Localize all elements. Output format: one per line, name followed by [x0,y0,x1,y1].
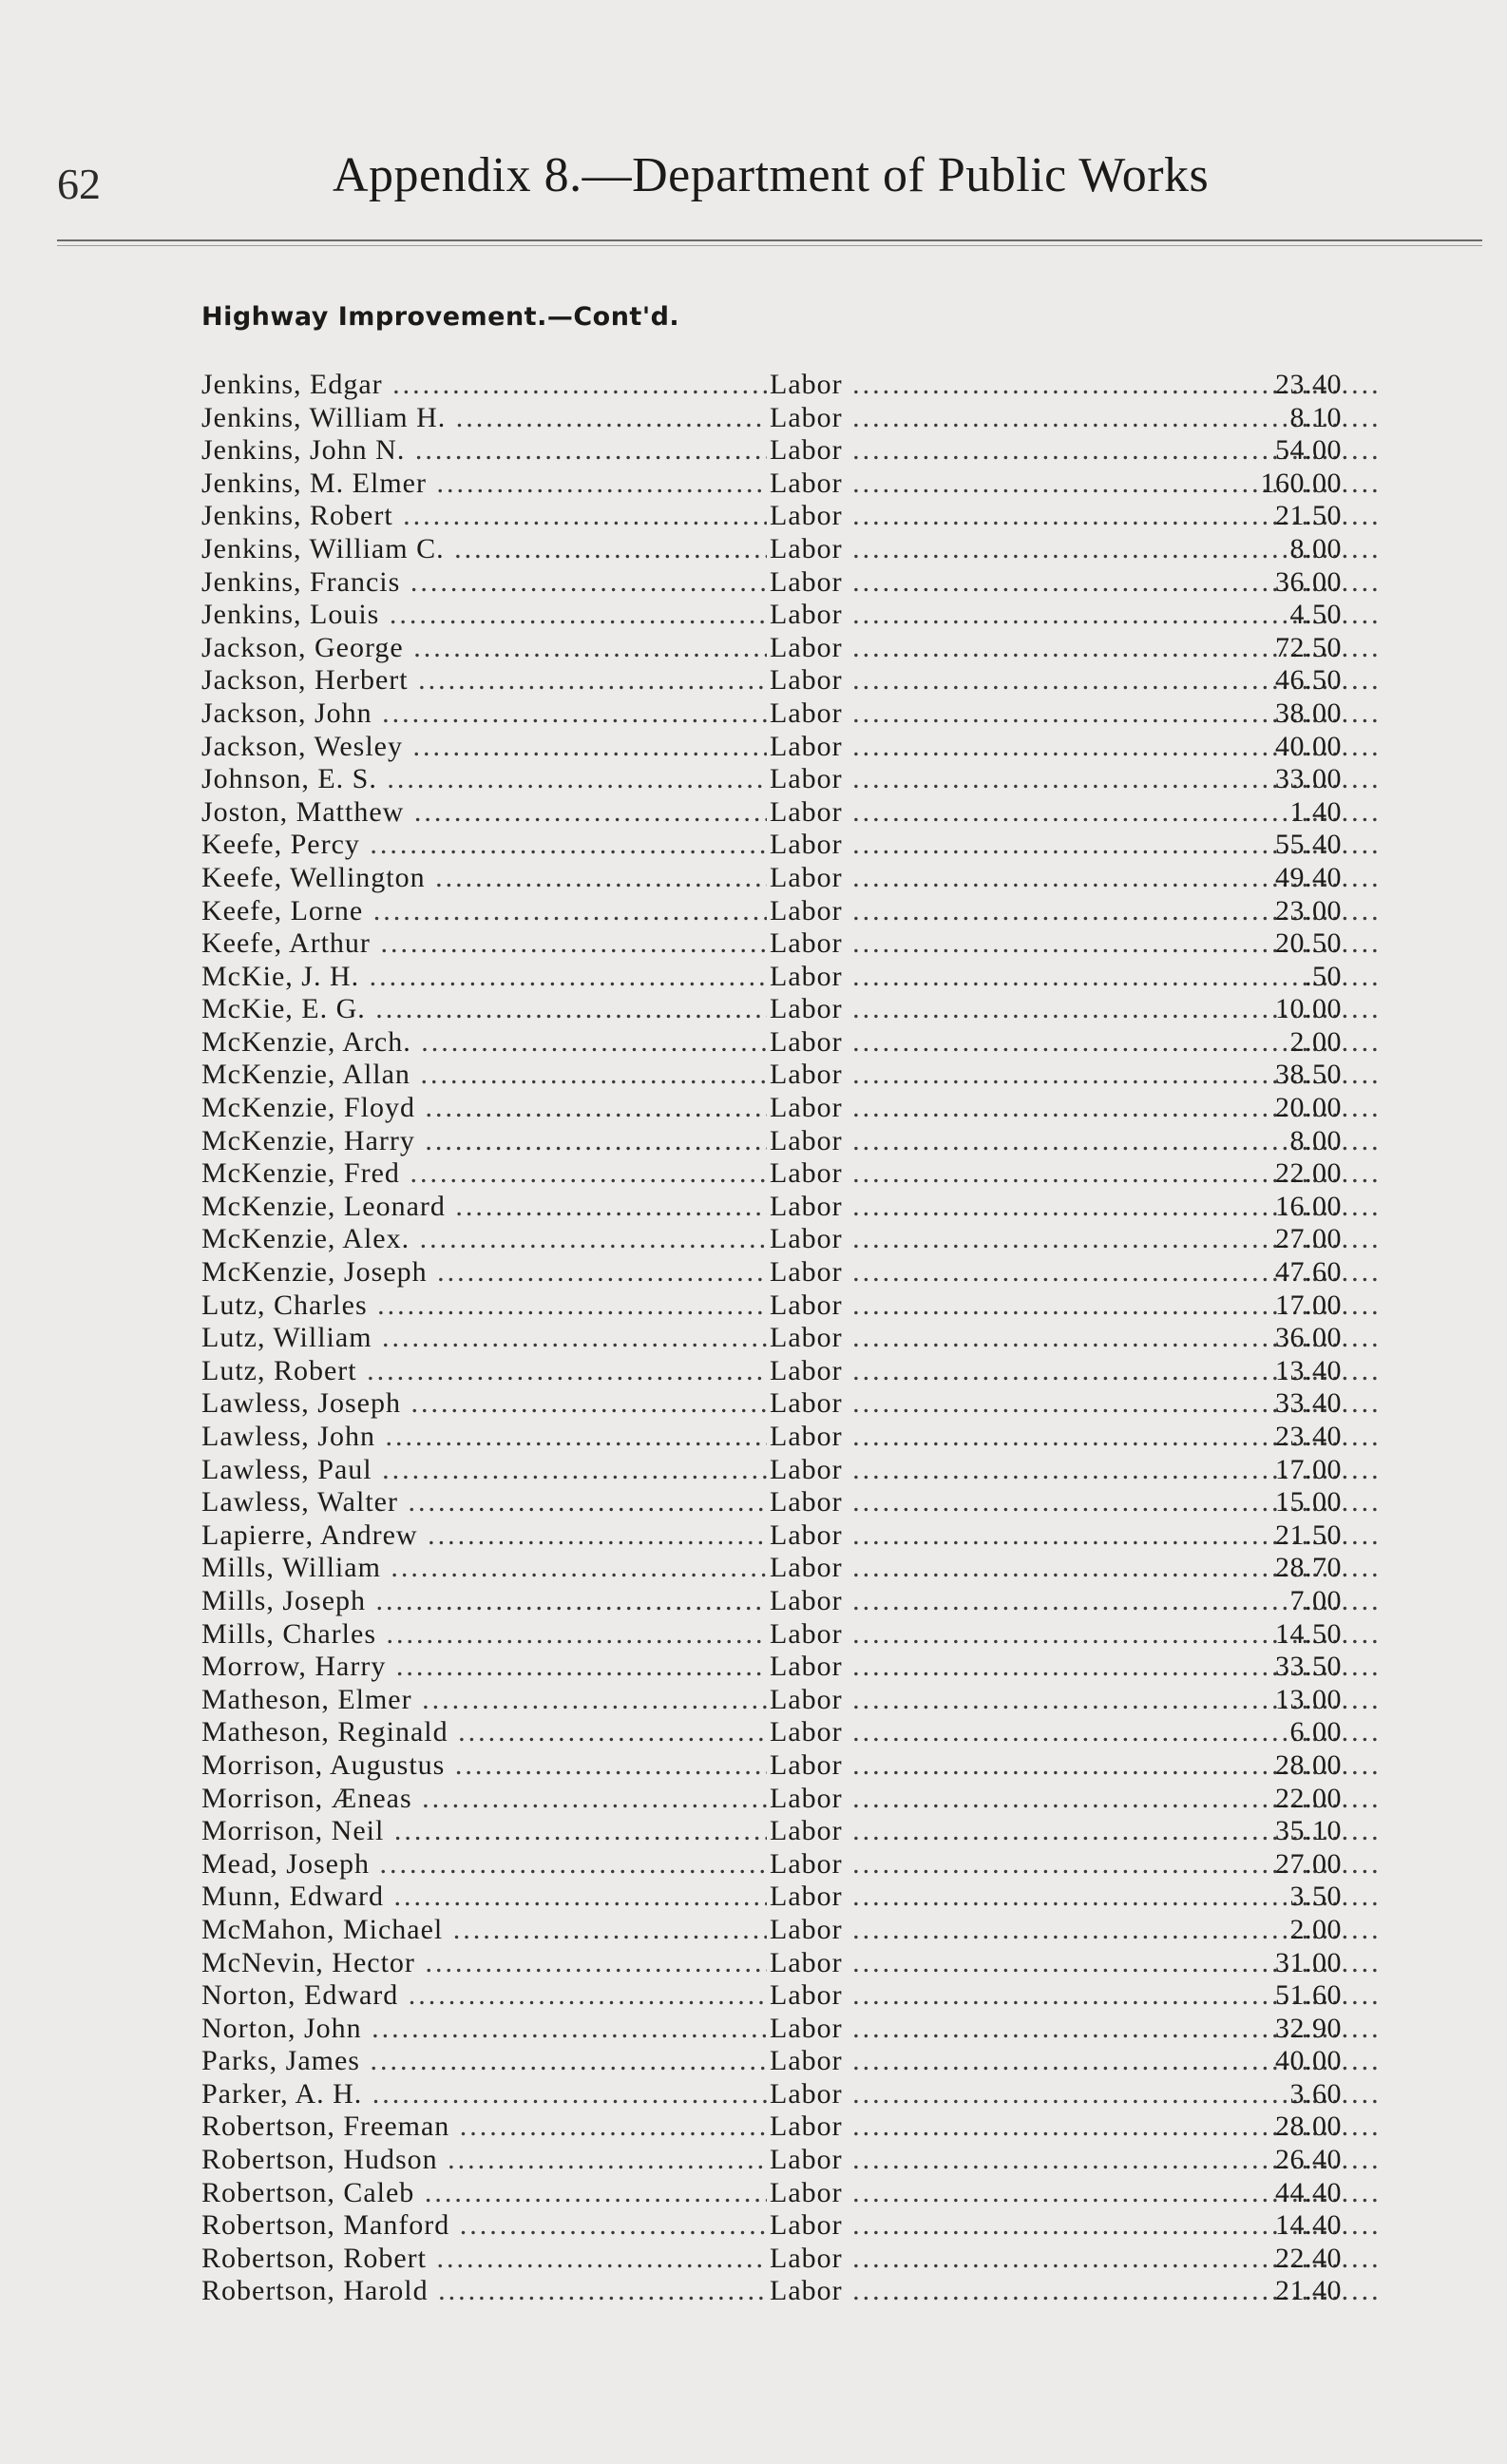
payee-occupation: Labor ..... [770,1125,1383,1158]
payee-name: McKenzie, Allan ..... [201,1059,767,1092]
payee-name: Jenkins, Louis ..... [201,599,767,632]
payment-amount: 3.50 [1289,1881,1342,1913]
list-item [201,763,1342,796]
payee-name: Mills, Charles ..... [201,1618,767,1652]
payee-name: Jenkins, Francis ..... [201,566,767,600]
list-item [201,632,1342,665]
payee-occupation: Labor ..... [770,2275,1383,2308]
list-item [201,1223,1342,1256]
list-item [201,862,1342,895]
payee-occupation: Labor ..... [770,1289,1383,1323]
payee-occupation: Labor ..... [770,1815,1383,1848]
list-item [201,664,1342,697]
payment-amount: 46.50 [1275,664,1342,697]
payee-occupation: Labor ..... [770,2111,1383,2144]
list-item [201,829,1342,862]
list-item [201,1519,1342,1553]
payment-amount: 55.40 [1275,829,1342,861]
payee-name: Norton, Edward ..... [201,1979,767,2013]
payee-occupation: Labor ..... [770,2013,1383,2046]
payment-amount: 21.50 [1275,1519,1342,1551]
list-item [201,2209,1342,2243]
payment-amount: 2.00 [1289,1913,1342,1945]
payee-name: Mills, Joseph ..... [201,1585,767,1618]
payment-amount: 28.70 [1275,1552,1342,1584]
header-rule-thin [57,245,1482,246]
payee-name: Lutz, Robert ..... [201,1355,767,1388]
payment-amount: 21.50 [1275,500,1342,532]
payee-occupation: Labor ..... [770,1585,1383,1618]
payee-occupation: Labor ..... [770,1454,1383,1487]
list-item [201,1651,1342,1684]
page-header [57,147,1406,214]
payment-amount: 15.00 [1275,1486,1342,1519]
payee-name: Robertson, Hudson ..... [201,2144,767,2177]
payment-amount: 33.40 [1275,1387,1342,1420]
payee-occupation: Labor ..... [770,533,1383,566]
list-item [201,1585,1342,1618]
payee-occupation: Labor ..... [770,402,1383,435]
list-item [201,468,1342,501]
payee-occupation: Labor ..... [770,2209,1383,2243]
list-item [201,500,1342,533]
payee-name: Morrow, Harry ..... [201,1651,767,1684]
payment-amount: 17.00 [1275,1289,1342,1321]
payee-name: Robertson, Robert ..... [201,2243,767,2276]
payee-name: Mead, Joseph ..... [201,1848,767,1881]
payee-name: Jackson, George ..... [201,632,767,665]
payee-name: Lutz, Charles ..... [201,1289,767,1323]
payee-name: McKie, J. H. ..... [201,961,767,994]
header-rule [57,239,1482,241]
payment-amount: 33.00 [1275,763,1342,795]
payee-name: Keefe, Arthur ..... [201,927,767,961]
payee-occupation: Labor ..... [770,1256,1383,1289]
payee-name: Keefe, Percy ..... [201,829,767,862]
list-item [201,402,1342,435]
payment-amount: 36.00 [1275,1322,1342,1354]
payment-amount: 6.00 [1289,1716,1342,1748]
list-item [201,1947,1342,1980]
list-item [201,2177,1342,2210]
payee-occupation: Labor ..... [770,993,1383,1026]
payee-name: McKenzie, Harry ..... [201,1125,767,1158]
list-item [201,1125,1342,1158]
payee-occupation: Labor ..... [770,961,1383,994]
list-item [201,927,1342,961]
payee-occupation: Labor ..... [770,1716,1383,1749]
payee-name: McNevin, Hector ..... [201,1947,767,1980]
list-item [201,1486,1342,1519]
payee-name: Morrison, Neil ..... [201,1815,767,1848]
payee-occupation: Labor ..... [770,862,1383,895]
list-item [201,1914,1342,1947]
payee-occupation: Labor ..... [770,566,1383,600]
payee-name: Jackson, Wesley ..... [201,731,767,764]
list-item [201,1157,1342,1191]
payee-name: Lawless, Paul ..... [201,1454,767,1487]
payee-name: Jenkins, Robert ..... [201,500,767,533]
payee-name: McMahon, Michael ..... [201,1914,767,1947]
page-title: Appendix 8.—Department of Public Works [333,148,1210,202]
list-item [201,697,1342,731]
payment-amount: 40.00 [1275,730,1342,762]
payee-occupation: Labor ..... [770,1881,1383,1914]
payee-occupation: Labor ..... [770,2045,1383,2078]
payee-occupation: Labor ..... [770,1026,1383,1060]
payee-name: McKenzie, Joseph ..... [201,1256,767,1289]
list-item [201,1684,1342,1717]
list-item [201,2111,1342,2144]
payee-occupation: Labor ..... [770,1979,1383,2013]
payment-amount: 17.00 [1275,1453,1342,1485]
payee-name: Lapierre, Andrew ..... [201,1519,767,1553]
list-item [201,731,1342,764]
payment-amount: 35.10 [1275,1815,1342,1847]
list-item [201,1454,1342,1487]
payee-occupation: Labor ..... [770,2144,1383,2177]
payment-amount: 72.50 [1275,631,1342,663]
payment-amount: 36.00 [1275,565,1342,598]
list-item [201,1716,1342,1749]
payment-amount: 23.00 [1275,894,1342,926]
list-item [201,1979,1342,2013]
payee-name: Morrison, Augustus ..... [201,1749,767,1783]
payee-name: Parker, A. H. ..... [201,2078,767,2111]
payee-occupation: Labor ..... [770,1519,1383,1553]
payment-amount: 27.00 [1275,1223,1342,1255]
payment-amount: 38.50 [1275,1059,1342,1091]
payment-amount: 14.50 [1275,1617,1342,1650]
payee-name: Lawless, John ..... [201,1421,767,1454]
payee-occupation: Labor ..... [770,1848,1383,1881]
payment-amount: 33.50 [1275,1651,1342,1683]
payment-list [201,369,1342,2308]
page-number: 62 [57,160,101,208]
list-item [201,1026,1342,1060]
payment-amount: 22.00 [1275,1782,1342,1814]
payee-name: McKenzie, Floyd ..... [201,1092,767,1125]
payment-amount: 28.00 [1275,2111,1342,2143]
payee-name: Keefe, Wellington ..... [201,862,767,895]
payee-occupation: Labor ..... [770,632,1383,665]
payee-occupation: Labor ..... [770,1387,1383,1421]
payee-occupation: Labor ..... [770,1486,1383,1519]
payment-amount: 54.00 [1275,434,1342,467]
list-item [201,369,1342,402]
payee-name: McKenzie, Leonard ..... [201,1191,767,1224]
payee-occupation: Labor ..... [770,2243,1383,2276]
payee-occupation: Labor ..... [770,1059,1383,1092]
payee-name: McKenzie, Fred ..... [201,1157,767,1191]
payee-name: Jackson, Herbert ..... [201,664,767,697]
payment-amount: 16.00 [1275,1190,1342,1222]
payee-name: Keefe, Lorne ..... [201,895,767,928]
payment-amount: 38.00 [1275,697,1342,729]
list-item [201,1387,1342,1421]
list-item [201,1749,1342,1783]
payee-occupation: Labor ..... [770,2078,1383,2111]
payee-occupation: Labor ..... [770,1421,1383,1454]
payee-occupation: Labor ..... [770,1618,1383,1652]
payment-amount: 13.40 [1275,1354,1342,1386]
payee-occupation: Labor ..... [770,731,1383,764]
list-item [201,961,1342,994]
payee-name: Parks, James ..... [201,2045,767,2078]
payee-occupation: Labor ..... [770,1914,1383,1947]
payee-occupation: Labor ..... [770,1651,1383,1684]
payee-occupation: Labor ..... [770,1684,1383,1717]
payee-name: Lutz, William ..... [201,1322,767,1355]
list-item [201,1421,1342,1454]
payee-name: Munn, Edward ..... [201,1881,767,1914]
payee-occupation: Labor ..... [770,1322,1383,1355]
payment-amount: 20.50 [1275,927,1342,960]
list-item [201,2045,1342,2078]
payee-name: Jackson, John ..... [201,697,767,731]
payee-occupation: Labor ..... [770,1092,1383,1125]
payment-amount: 8.00 [1289,532,1342,564]
payment-amount: 32.90 [1275,2012,1342,2044]
payee-name: Jenkins, William C. ..... [201,533,767,566]
payment-amount: 27.00 [1275,1847,1342,1880]
list-item [201,1552,1342,1585]
payee-name: Lawless, Walter ..... [201,1486,767,1519]
list-item [201,2078,1342,2111]
section-heading: Highway Improvement.—Cont'd. [201,302,680,332]
payee-name: McKenzie, Alex. ..... [201,1223,767,1256]
payment-amount: 3.60 [1289,2077,1342,2110]
list-item [201,993,1342,1026]
payee-name: Robertson, Harold ..... [201,2275,767,2308]
payee-occupation: Labor ..... [770,434,1383,468]
payee-occupation: Labor ..... [770,927,1383,961]
payment-amount: 10.00 [1275,993,1342,1025]
payee-name: Jenkins, M. Elmer ..... [201,468,767,501]
list-item [201,1256,1342,1289]
payee-name: Mills, William ..... [201,1552,767,1585]
list-item [201,599,1342,632]
list-item [201,533,1342,566]
payee-occupation: Labor ..... [770,1223,1383,1256]
payee-name: Morrison, Æneas ..... [201,1783,767,1816]
payee-occupation: Labor ..... [770,2177,1383,2210]
payee-name: Robertson, Manford ..... [201,2209,767,2243]
list-item [201,895,1342,928]
payment-amount: 2.00 [1289,1025,1342,1058]
payment-amount: 20.00 [1275,1092,1342,1124]
list-item [201,566,1342,600]
payment-amount: 23.40 [1275,1421,1342,1452]
payee-occupation: Labor ..... [770,468,1383,501]
list-item [201,1848,1342,1881]
payee-occupation: Labor ..... [770,1355,1383,1388]
payment-amount: 51.60 [1275,1979,1342,2012]
payee-occupation: Labor ..... [770,599,1383,632]
payment-amount: 4.50 [1289,599,1342,631]
payee-occupation: Labor ..... [770,1552,1383,1585]
payment-amount: 49.40 [1275,861,1342,893]
list-item [201,2013,1342,2046]
list-item [201,1191,1342,1224]
list-item [201,796,1342,830]
payment-amount: 22.00 [1275,1157,1342,1190]
payee-occupation: Labor ..... [770,500,1383,533]
payment-amount: 8.10 [1289,401,1342,433]
payee-name: Matheson, Elmer ..... [201,1684,767,1717]
list-item [201,1881,1342,1914]
list-item [201,1618,1342,1652]
payment-amount: .50 [1305,960,1342,992]
payee-name: Robertson, Freeman ..... [201,2111,767,2144]
payment-amount: 23.40 [1275,369,1342,400]
list-item [201,1815,1342,1848]
payee-occupation: Labor ..... [770,697,1383,731]
list-item [201,2275,1342,2308]
payee-occupation: Labor ..... [770,829,1383,862]
payee-name: Joston, Matthew ..... [201,796,767,830]
payment-amount: 40.00 [1275,2045,1342,2077]
payee-name: Jenkins, John N. ..... [201,434,767,468]
payment-amount: 160.00 [1260,467,1342,499]
payment-amount: 47.60 [1275,1256,1342,1289]
list-item [201,1289,1342,1323]
payee-name: Jenkins, William H. ..... [201,402,767,435]
payee-name: Lawless, Joseph ..... [201,1387,767,1421]
list-item [201,1355,1342,1388]
list-item [201,1322,1342,1355]
payment-amount: 1.40 [1289,795,1342,828]
payment-amount: 8.00 [1289,1124,1342,1156]
payment-amount: 26.40 [1275,2144,1342,2176]
payee-occupation: Labor ..... [770,369,1383,402]
payment-amount: 28.00 [1275,1748,1342,1781]
list-item [201,1783,1342,1816]
list-item [201,1059,1342,1092]
payee-name: McKie, E. G. ..... [201,993,767,1026]
list-item [201,2144,1342,2177]
payment-amount: 21.40 [1275,2275,1342,2307]
list-item [201,1092,1342,1125]
payee-occupation: Labor ..... [770,895,1383,928]
payee-name: McKenzie, Arch. ..... [201,1026,767,1060]
list-item [201,2243,1342,2276]
payment-amount: 22.40 [1275,2242,1342,2274]
payment-amount: 13.00 [1275,1683,1342,1715]
payee-name: Jenkins, Edgar ..... [201,369,767,402]
payee-occupation: Labor ..... [770,763,1383,796]
payment-amount: 44.40 [1275,2176,1342,2208]
payment-amount: 14.40 [1275,2209,1342,2242]
payee-occupation: Labor ..... [770,1157,1383,1191]
payment-amount: 7.00 [1289,1584,1342,1616]
payment-amount: 31.00 [1275,1946,1342,1978]
payee-occupation: Labor ..... [770,796,1383,830]
payee-occupation: Labor ..... [770,664,1383,697]
payee-occupation: Labor ..... [770,1783,1383,1816]
payee-name: Robertson, Caleb ..... [201,2177,767,2210]
payee-name: Matheson, Reginald ..... [201,1716,767,1749]
payee-name: Norton, John ..... [201,2013,767,2046]
list-item [201,434,1342,468]
payee-occupation: Labor ..... [770,1947,1383,1980]
payee-occupation: Labor ..... [770,1191,1383,1224]
payee-occupation: Labor ..... [770,1749,1383,1783]
payee-name: Johnson, E. S. ..... [201,763,767,796]
